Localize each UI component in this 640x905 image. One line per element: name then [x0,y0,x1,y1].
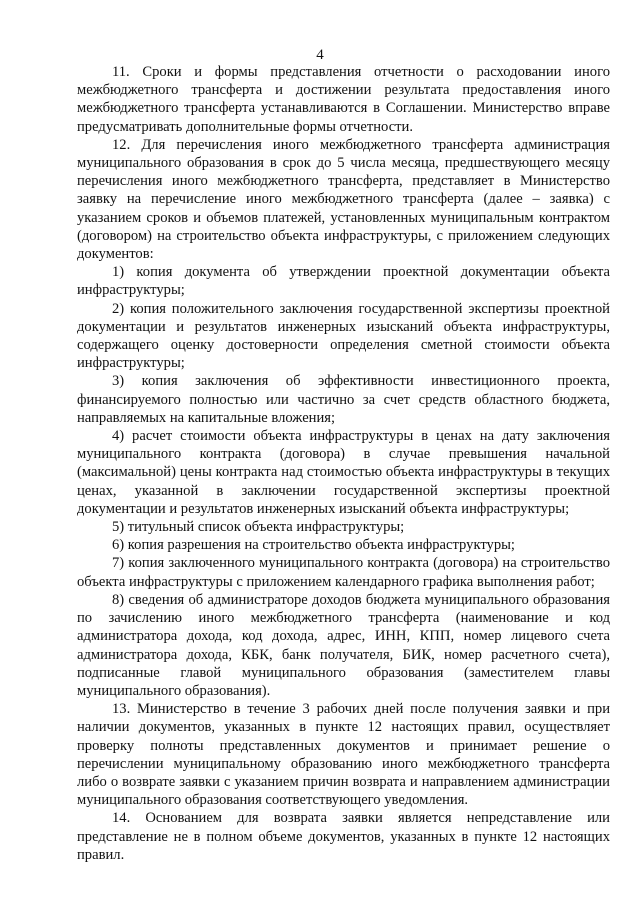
list-item-6: 6) копия разрешения на строительство объекта инфраструктуры; [112,537,515,554]
document-body [77,63,610,864]
list-item-3: 3) копия заключения об эффективности инвестиционного проекта, финансируемого полностью или частично за счет средств областного бюджета, направляемых на капитальные вложения; [77,373,610,426]
page-number: 4 [316,47,324,63]
paragraph-14: 14. Основанием для возврата заявки является непредставление или представление не в полном объеме документов, указанных в пункте 12 настоящих правил. [77,810,610,863]
list-item-7: 7) копия заключенного муниципального контракта (договора) на строительство объекта инфраструктуры с приложением календарного графика выполнения работ; [77,555,610,590]
list-item-2: 2) копия положительного заключения государственной экспертизы проектной документации и результатов инженерных изысканий объекта инфраструктуры, содержащего оценку достоверности определения сметной стоимости объекта инфраструктуры; [77,300,610,372]
list-item-5: 5) титульный список объекта инфраструктуры; [112,519,405,536]
paragraph-13: 13. Министерство в течение 3 рабочих дней после получения заявки и при наличии документов, указанных в пункте 12 настоящих правил, осуществляет проверку полноты представленных документов и принимает решение о перечислении муниципальному образованию иного межбюджетного трансферта либо о возврате заявки с указанием причин возврата и направлением администрации муниципального образования соответствующего уведомления. [77,701,610,809]
list-item-1: 1) копия документа об утверждении проектной документации объекта инфраструктуры; [77,264,610,299]
paragraph-11: 11. Сроки и формы представления отчетности о расходовании иного межбюджетного трансферта и достижении результата предоставления иного межбюджетного трансферта устанавливаются в Соглашении. Министерство вправе предусматривать дополнительные формы отчетности. [77,64,610,135]
list-item-8: 8) сведения об администраторе доходов бюджета муниципального образования по зачислению иного межбюджетного трансферта (наименование и код администратора дохода, код дохода, адрес, ИНН, КПП, номер лицевого счета администратора дохода, КБК, банк получателя, БИК, номер расчетного счета), подписанные главой муниципального образования (заместителем главы муниципального образования). [77,591,610,699]
paragraph-12: 12. Для перечисления иного межбюджетного трансферта администрация муниципального образования в срок до 5 числа месяца, предшествующего месяцу перечисления иного межбюджетного трансферта, представляет в Министерство заявку на перечисление иного межбюджетного трансферта (далее – заявка) с указанием сроков и объемов платежей, установленных муниципальным контрактом (договором) на строительство объекта инфраструктуры, с приложением следующих документов: [77,136,610,263]
list-item-4: 4) расчет стоимости объекта инфраструктуры в ценах на дату заключения муниципального контракта (договора) в случае превышения начальной (максимальной) цены контракта над стоимостью объекта инфраструктуры в текущих ценах, указанной в заключении государственной экспертизы проектной документации и результатов инженерных изысканий объекта инфраструктуры; [77,428,610,517]
